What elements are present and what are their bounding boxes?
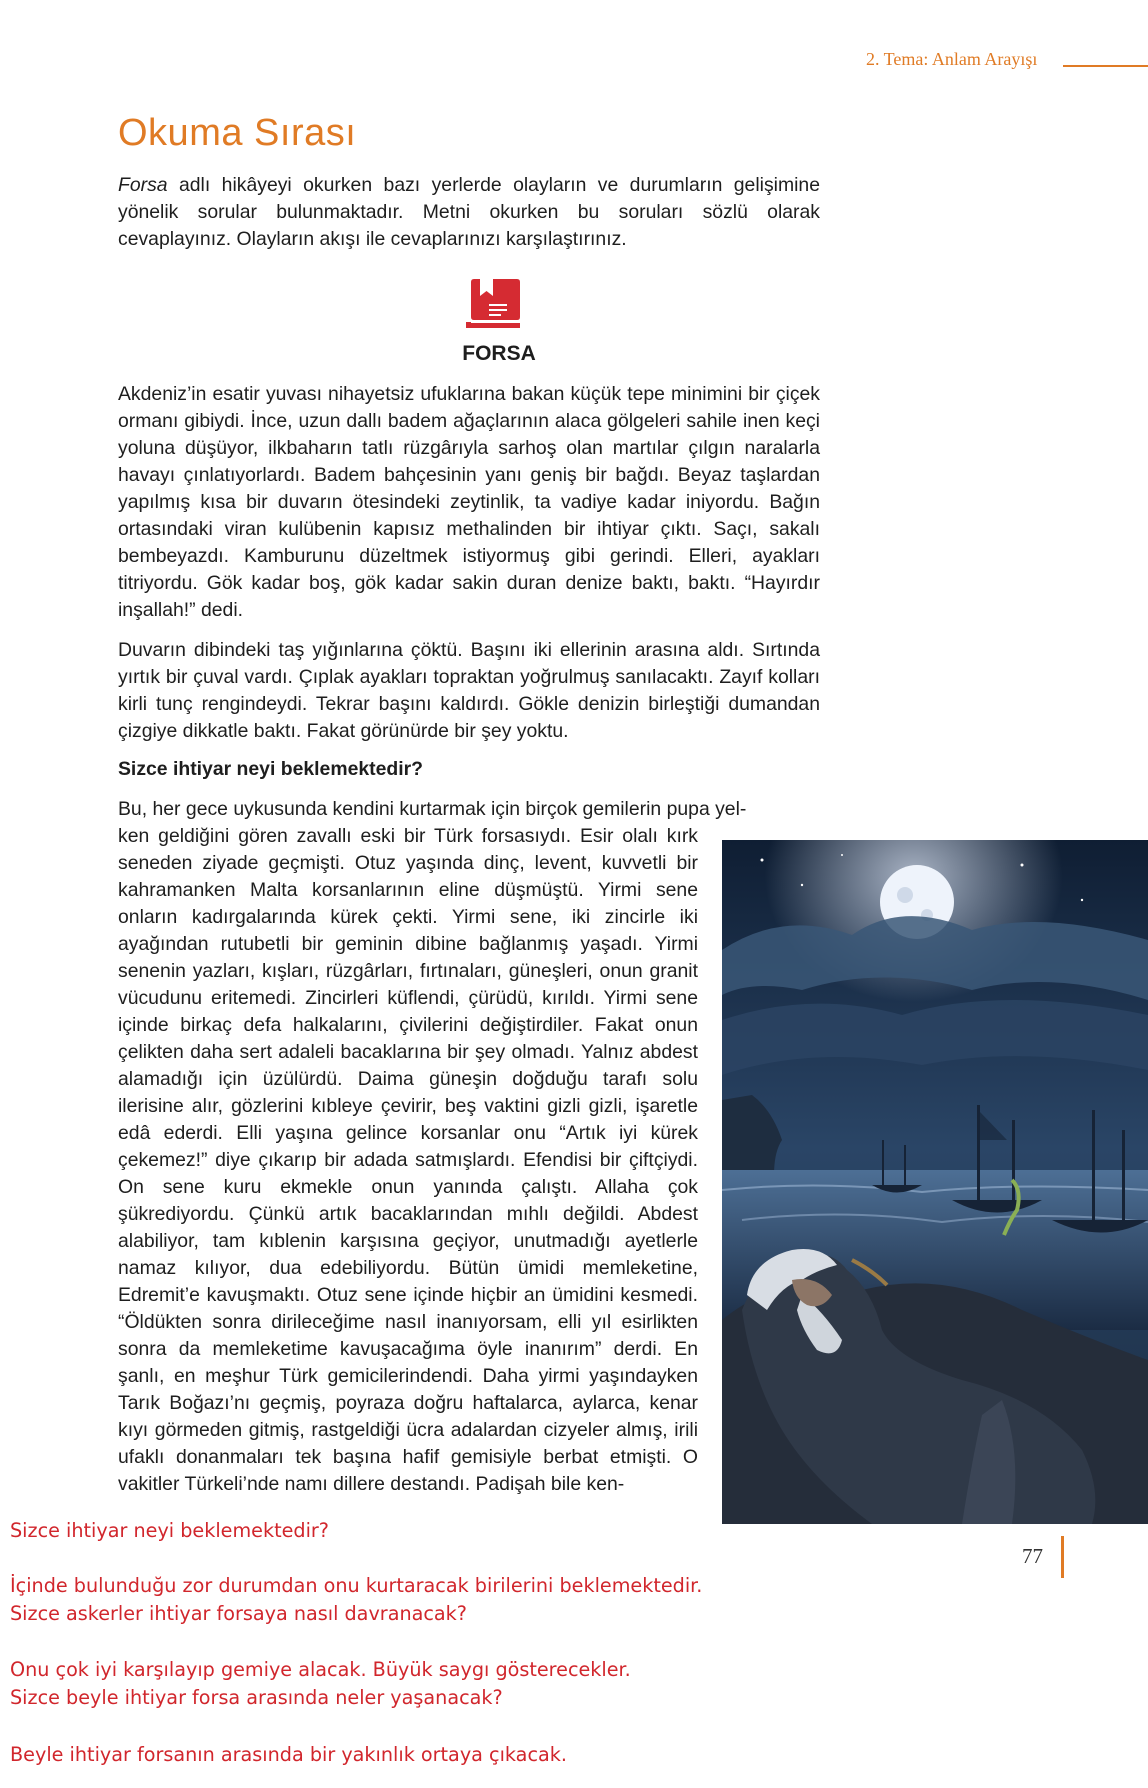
book-icon — [465, 279, 522, 329]
story-paragraph-2: Duvarın dibindeki taş yığınlarına çöktü. Başını iki ellerinin arasına aldı. Sırtında yırtık bir çuval vardı. Çıplak ayakları topraktan yoğrulmuş sanılacaktı. Zayıf kolları kirli tunç rengindeydi. Tekrar başını kaldırdı. Gökle denizin birleştiği dumandan çizgiye dikkatle baktı. Fakat görünürde bir şey yoktu. — [118, 639, 820, 742]
intro-italic-word: Forsa — [118, 174, 168, 196]
reading-question: Sizce ihtiyar neyi beklemektedir? — [118, 758, 423, 780]
answer-note-question-3: Sizce beyle ihtiyar forsa arasında neler yaşanacak? — [10, 1686, 503, 1709]
story-line: Bu, her gece uykusunda kendini kurtarmak için birçok gemilerin pupa yel- — [118, 798, 747, 820]
old-sailor-illustration — [722, 840, 1148, 1524]
answer-note-answer-2: Onu çok iyi karşılayıp gemiye alacak. Büyük saygı gösterecekler. — [10, 1658, 631, 1681]
intro-text: adlı hikâyeyi okurken bazı yerlerde olayların ve durumların gelişimine yönelik sorular bulunmaktadır. Metni okurken bu soruları sözlü olarak cevaplayınız. Olayların akışı ile cevaplarınızı karşılaştırınız. — [118, 174, 820, 250]
story-paragraph-3: ken geldiğini gören zavallı eski bir Türk forsasıydı. Esir olalı kırk seneden ziyade geçmişti. Otuz yaşında dinç, levent, kuvvetli bir kahramanken Malta korsanlarının eline düşmüştü. Yirmi sene onların kadırgalarında kürek çekti. Yirmi sene, iki zincirle iki ayağından rutubetli bir geminin dibine bağlanmış yaşadı. Yirmi senenin yazları, kışları, rüzgârları, fırtınaları, güneşleri, onun granit vücudunu eritemedi. Zincirleri küflendi, çürüdü, kırıldı. Yirmi sene içinde birkaç defa halkalarını, çivilerini değiştirdiler. Fakat onun çelikten daha sert adaleli bacaklarına bir şey olmadı. Yalnız abdest alamadığı için üzülürdü. Daima güneşin doğduğu tarafı solu ilerisine alır, gözlerini kıbleye çevirir, beş vaktini gizli gizli, işaretle edâ ederdi. Elli yaşına gelince korsanlar onu “Artık iyi kürek çekemez!” diye çıkarıp bir adada satmışlardı. Efendisi bir çiftçiydi. On sene kuru ekmekle onun yanında çalıştı. Allaha çok şükrediyordu. Çünkü artık bacaklarından mıhlı değildi. Abdest alabiliyor, tam kıblenin karşısına geçiyor, unutmadığı ayetlerle namaz kılıyor, dua edebiliyordu. Bütün ümidi memleketine, Edremit’e kavuşmaktı. Otuz sene içinde hiçbir an ümidini kesmedi. “Öldükten sonra dirileceğime nasıl inanıyorsam, elli yıl esirlikten sonra da memleketime kavuşacağıma öyle inanırım” derdi. En şanlı, en meşhur Türk gemicilerindendi. Daha yirmi yaşındayken Tarık Boğazı’nı geçmiş, poyraza doğru haftalarca, aylarca, kenar kıyı görmeden gitmiş, rastgeldiği ücra adalardan cizyeler almış, irili ufaklı donanmaları tek başına hafif gemisiyle berbat etmişti. O vakitler Türkeli’nde namı dillere destandı. Padişah bile ken- — [118, 825, 698, 1495]
theme-header: 2. Tema: Anlam Arayışı — [866, 49, 1038, 69]
story-paragraph-1: Akdeniz’in esatir yuvası nihayetsiz ufuklarına bakan küçük tepe minimini bir çiçek ormanı gibiydi. İnce, uzun dallı badem ağaçlarının alaca gölgeleri sahile inen keçi yoluna düşüyor, ilkbaharın tatlı rüzgârıyla sarhoş olan martılar çılgın naralarla havayı çınlatıyorlardı. Badem bahçesinin yanı geniş bir bağdı. Beyaz taşlardan yapılmış kısa bir duvarın ötesindeki zeytinlik, ta vadiye kadar iniyordu. Bağın ortasındaki viran kulübenin kapısız methalinden bir ihtiyar çıktı. Saçı, sakalı bembeyazdı. Kamburunu düzeltmek istiyormuş gibi gerindi. Elleri, ayakları titriyordu. Gök kadar boş, gök kadar sakin duran denize baktı, baktı. “Hayırdır inşallah!” dedi. — [118, 383, 820, 621]
intro-paragraph — [118, 172, 820, 253]
section-title: Okuma Sırası — [118, 112, 357, 154]
answer-note-question-1: Sizce ihtiyar neyi beklemektedir? — [10, 1519, 329, 1542]
answer-note-answer-3: Beyle ihtiyar forsanın arasında bir yakınlık ortaya çıkacak. — [10, 1743, 567, 1766]
answer-note-answer-1: İçinde bulunduğu zor durumdan onu kurtaracak birilerini beklemektedir. — [10, 1574, 703, 1597]
answer-note-question-2: Sizce askerler ihtiyar forsaya nasıl davranacak? — [10, 1602, 467, 1625]
page-number-rule — [1061, 1536, 1064, 1578]
story-paragraph-3-first-line — [118, 796, 820, 823]
story-title: FORSA — [462, 342, 536, 365]
header-rule — [1063, 65, 1148, 67]
page-number: 77 — [1022, 1544, 1043, 1568]
